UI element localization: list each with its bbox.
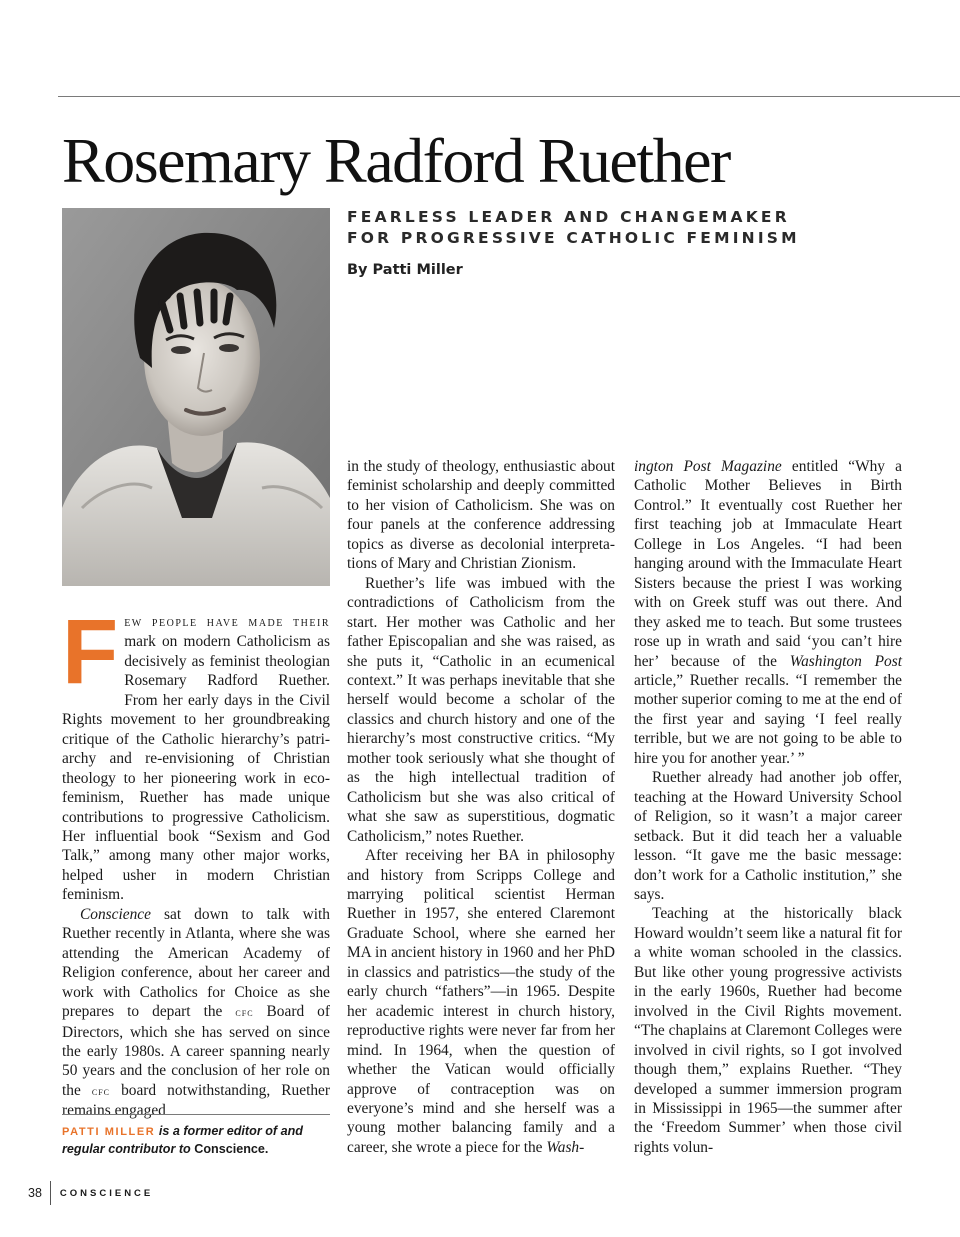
bio-divider: [62, 1114, 330, 1115]
subtitle-line: FOR PROGRESSIVE CATHOLIC FEMINISM: [347, 229, 800, 247]
paragraph: [62, 905, 330, 1121]
portrait-photo: [62, 208, 330, 586]
text-column-3: [634, 457, 902, 1157]
author-bio: [62, 1123, 330, 1158]
footer-magazine-name: CONSCIENCE: [59, 1187, 154, 1199]
bio-description: is a former editor of and regular contributor to: [62, 1124, 303, 1156]
paragraph: [62, 601, 330, 905]
cfc-abbrev: cfc: [235, 1005, 254, 1020]
bio-magazine: Conscience.: [194, 1142, 269, 1156]
publication-name: Washington Post: [789, 652, 902, 670]
paragraph-text: mark on modern Catholicism as decisively as feminist theologian Rosemary Radford Ruether. From her early days in the Civil Rights movement to her groundbreaking critique of the Catholic hierarchy’s patriarchy and re-envisioning of Christian theology to her pioneering work in ecofeminism, Ruether has made unique contributions to progressive Catholicism. Her influential book “Sexism and God Talk,” among many other major works, helped usher in modern Christian feminism.: [62, 633, 330, 904]
page-number: 38: [28, 1181, 51, 1205]
article-title: Rosemary Radford Ruether: [62, 125, 730, 196]
paragraph: in the study of theology, enthusiastic about feminist scholarship and deeply committed to her vision of Catholicism. She was on four panels at the conference addressing topics as diverse as decolonial interpretations of Mary and Christian Zionism.: [347, 458, 615, 573]
paragraph: [347, 846, 615, 1157]
paragraph: Ruether’s life was imbued with the contradictions of Catholicism from the start. Her mother was Catholic and her father Episcopalian and she was raised, as she puts it, “Catholic in an ecumenical context.” It was perhaps inevitable that she herself would become a scholar of the classics and church history and one of the hierarchy’s most constructive critics. “My mother took seriously what she thought of as the high intellectual tradition of Catholicism but she was also critical of what she saw as superstitious, dogmatic Catholicism,” notes Ruether.: [347, 574, 615, 845]
publication-name: Wash-: [546, 1138, 585, 1156]
bio-author-name: PATTI MILLER: [62, 1126, 156, 1138]
top-rule: [58, 96, 960, 97]
paragraph-text: entitled “Why a Catholic Mother Believes in Birth Control.” It eventually cost Ruether her first teaching job at Immaculate Heart College in Los Angeles. “I had been hanging around with the Immaculate Heart Sisters because the priest I was working with on Greek stuff was out there. And they asked me to teach. But some trustees rose up in wrath and said ‘you can’t hire her’ because of the: [634, 458, 903, 670]
subtitle-line: FEARLESS LEADER AND CHANGEMAKER: [347, 208, 790, 226]
paragraph-text: board notwithstanding, Ruether remains engaged: [62, 1081, 330, 1120]
drop-cap: F: [62, 601, 119, 703]
paragraph-text: article,” Ruether recalls. “I remember the mother superior coming to me at the end of the first year and saying ‘I feel really terrible, but we are not going to be able to hire you for another year.’ ”: [634, 671, 902, 767]
paragraph-text: Board of Directors, which she has served on since the early 1980s. A career spanning nearly 50 years and the conclusion of her role on the: [62, 1003, 330, 1099]
magazine-name: Conscience: [80, 905, 151, 923]
paragraph: [634, 457, 902, 768]
byline: By Patti Miller: [347, 262, 463, 278]
paragraph-text: sat down to talk with Ruether recently in Atlanta, where she was attending the American Academy of Religion conference, about her career and work with Catholics for Choice as she prepares to depart the: [62, 905, 330, 1021]
paragraph-text: After receiving her BA in philosophy and history from Scripps College and marrying political scientist Herman Ruether in 1957, she entered Claremont Graduate School, where she earned her MA in ancient history in 1960 and her PhD in classics and patristics—the study of the early church “fathers”—in 1965. Despite her academic interest in church history, reproductive rights were never far from her mind. In 1964, when the question of whether the Vatican would officially approve of contraception was on everyone’s mind and she herself was a young mother balancing family and a career, she wrote a piece for the: [347, 847, 615, 1156]
paragraph: Teaching at the historically black Howard wouldn’t seem like a natural fit for a white woman schooled in the classics. But like other young progressive activists in the early 1960s, Ruether had become involved in the Civil Rights movement. “The chaplains at Claremont Colleges were involved in civil rights, so I got involved though them,” explains Ruether. “They developed a summer immersion program in Mississippi in 1965—the summer after the ‘Freedom Summer’ when those civil rights volun-: [634, 905, 902, 1156]
portrait-illustration: [62, 208, 330, 586]
page-footer: [28, 1179, 153, 1207]
article-subtitle: [347, 207, 800, 249]
text-column-2: [347, 457, 615, 1157]
paragraph: Ruether already had another job offer, teaching at the Howard University School of Religion, so it wasn’t a major career setback. But it did teach her a valuable lesson. “It gave me the basic message: don’t work for a Catholic institution,” she says.: [634, 769, 902, 903]
publication-name: ington Post Magazine: [634, 458, 782, 475]
text-column-1: [62, 601, 330, 1121]
cfc-abbrev: cfc: [91, 1083, 110, 1098]
lead-in: ew people have made their: [124, 615, 330, 630]
